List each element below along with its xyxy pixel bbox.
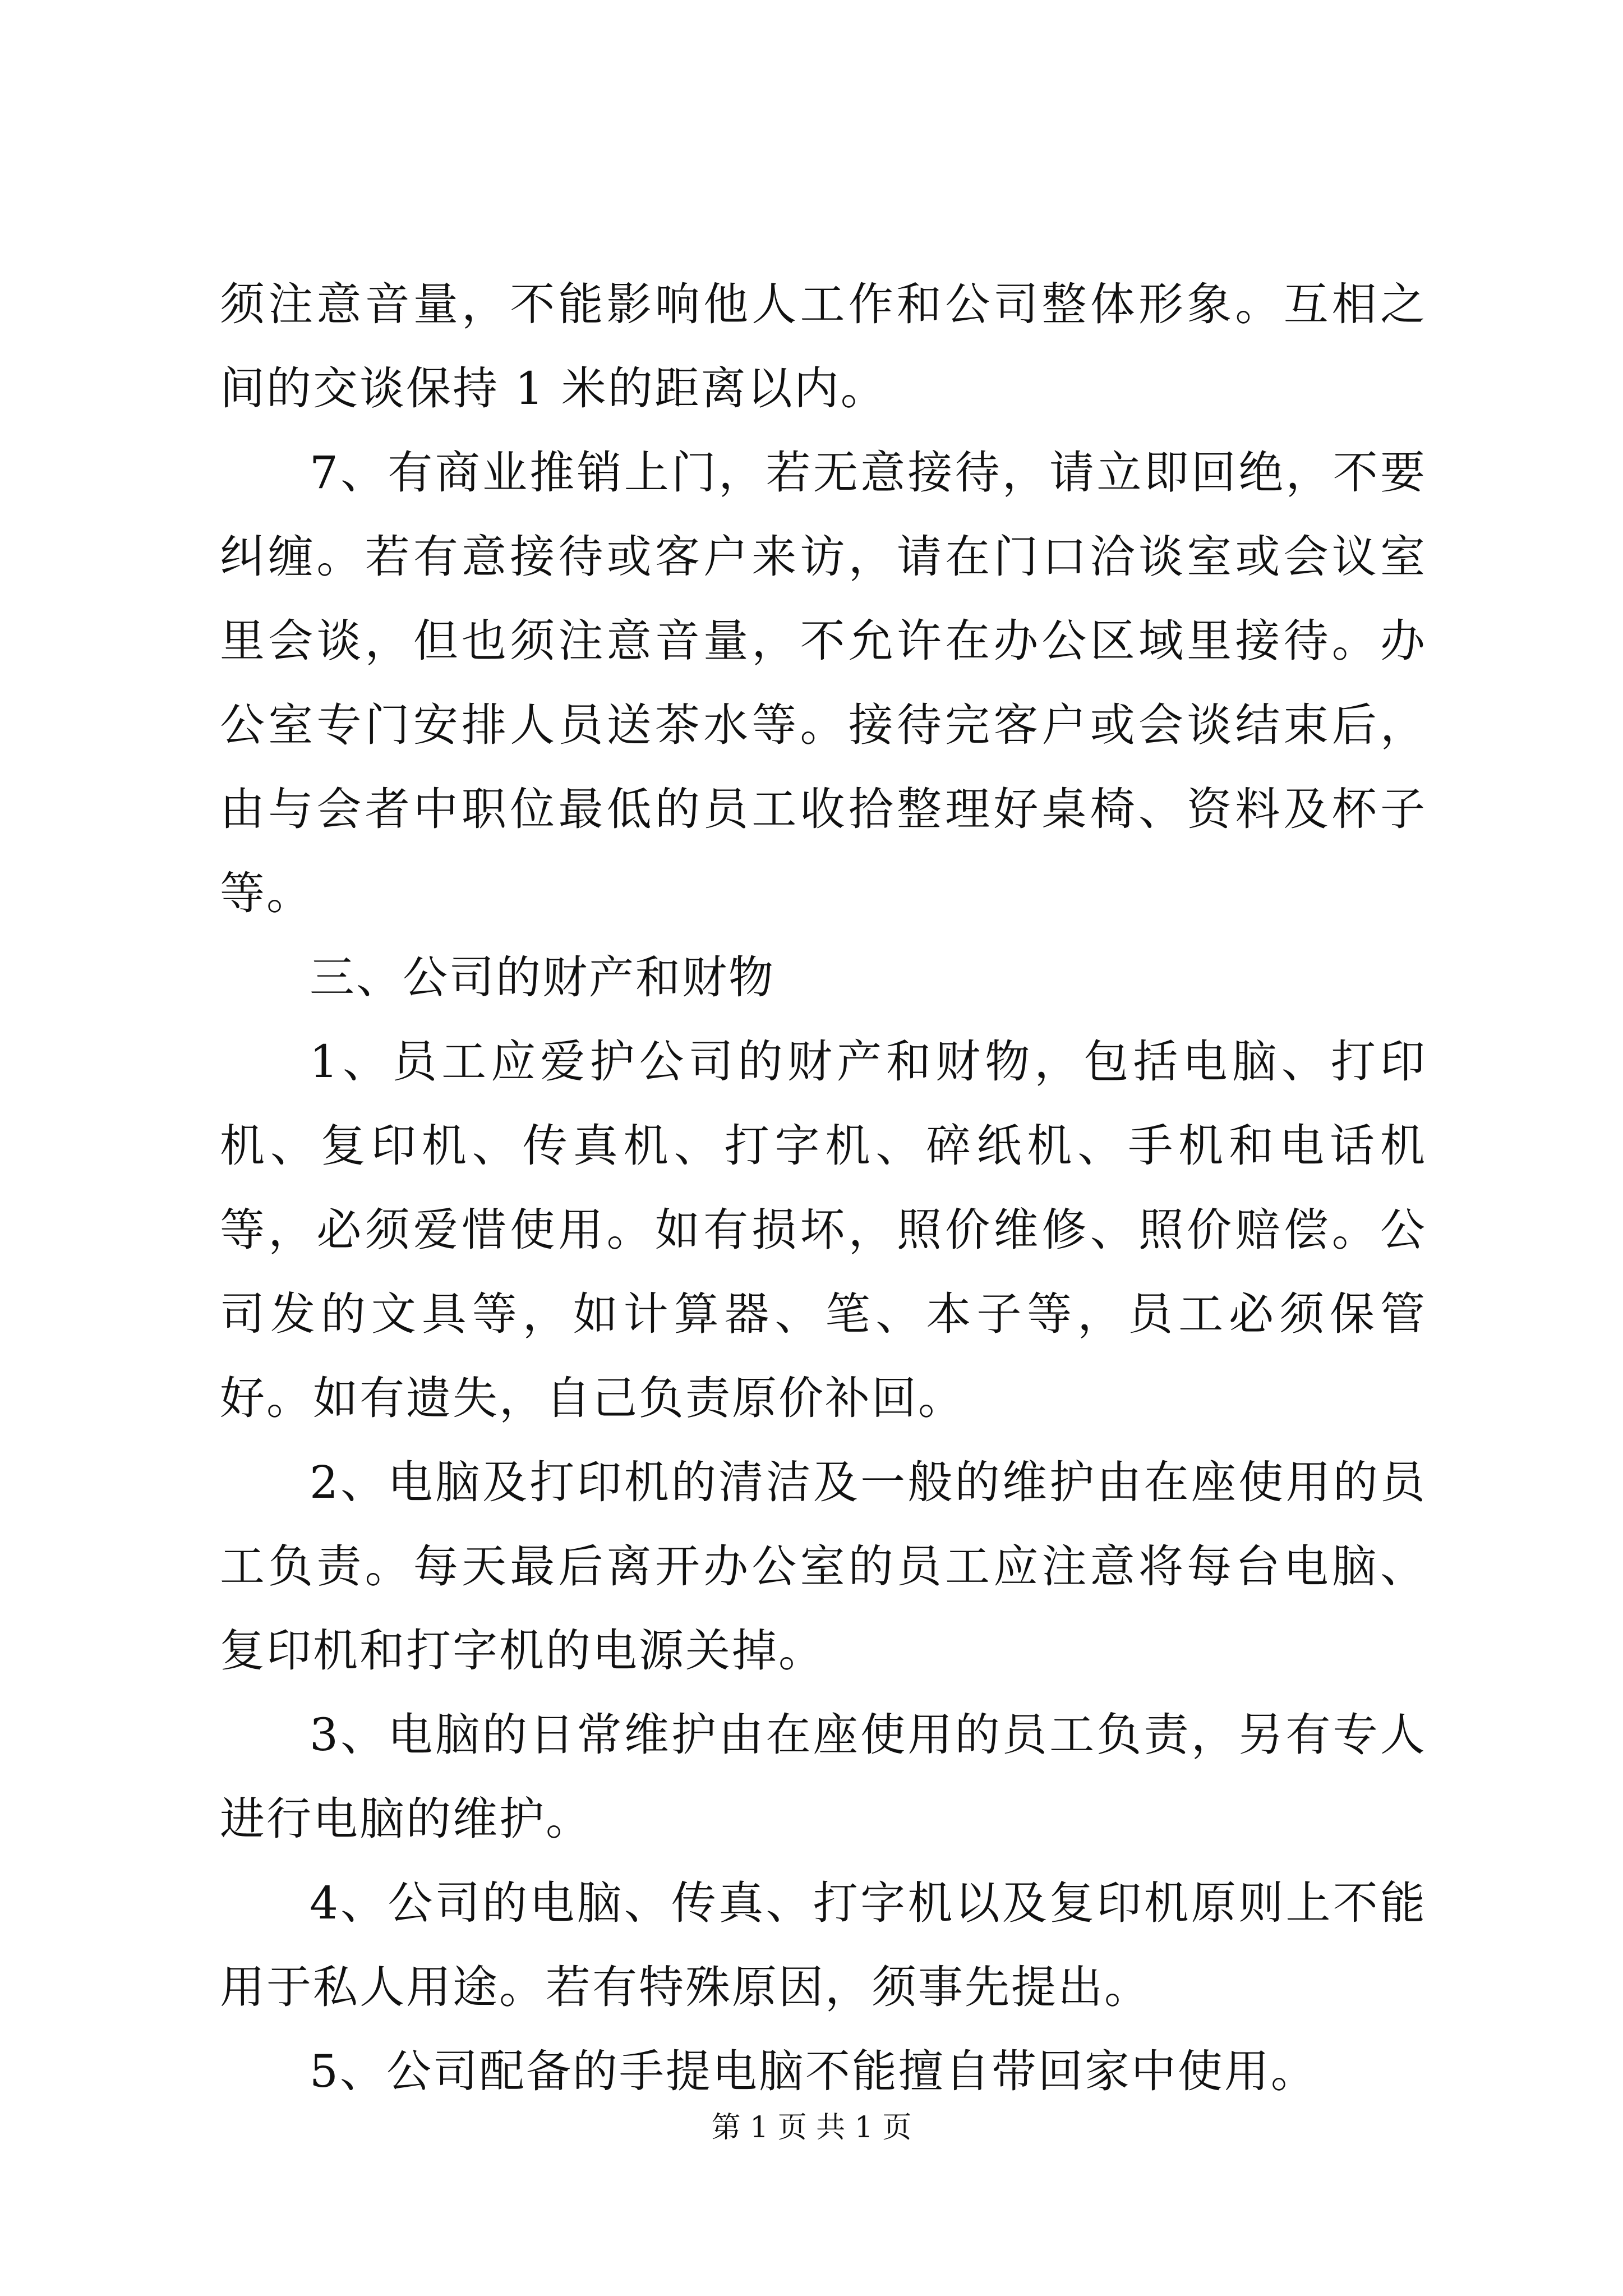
paragraph-2: 7、有商业推销上门，若无意接待，请立即回绝，不要纠缠。若有意接待或客户来访，请在门口洽谈室或会议室里会谈，但也须注意音量，不允许在办公区域里接待。办公室专门安排人员送茶水等。接待完客户或会谈结束后，由与会者中职位最低的员工收拾整理好桌椅、资料及杯子等。: [220, 447, 1427, 919]
paragraph-5: 3、电脑的日常维护由在座使用的员工负责，另有专人进行电脑的维护。: [220, 1709, 1427, 1845]
document-body: [220, 263, 1427, 2114]
paragraph-6: 4、公司的电脑、传真、打字机以及复印机原则上不能用于私人用途。若有特殊原因，须事先提出。: [220, 1877, 1427, 2013]
paragraph-1: 须注意音量，不能影响他人工作和公司整体形象。互相之间的交谈保持 1 米的距离以内。: [220, 278, 1427, 415]
page-footer: 第 1 页 共 1 页: [711, 2111, 912, 2145]
paragraph-3: 1、员工应爱护公司的财产和财物，包括电脑、打印机、复印机、传真机、打字机、碎纸机、手机和电话机等，必须爱惜使用。如有损坏，照价维修、照价赔偿。公司发的文具等，如计算器、笔、本子等，员工必须保管好。如有遗失，自己负责原价补回。: [220, 1036, 1427, 1424]
paragraph-4: 2、电脑及打印机的清洁及一般的维护由在座使用的员工负责。每天最后离开办公室的员工应注意将每台电脑、复印机和打字机的电源关掉。: [220, 1456, 1427, 1677]
section-heading: 三、公司的财产和财物: [310, 951, 775, 1004]
paragraph-7: 5、公司配备的手提电脑不能擅自带回家中使用。: [310, 2045, 1317, 2097]
